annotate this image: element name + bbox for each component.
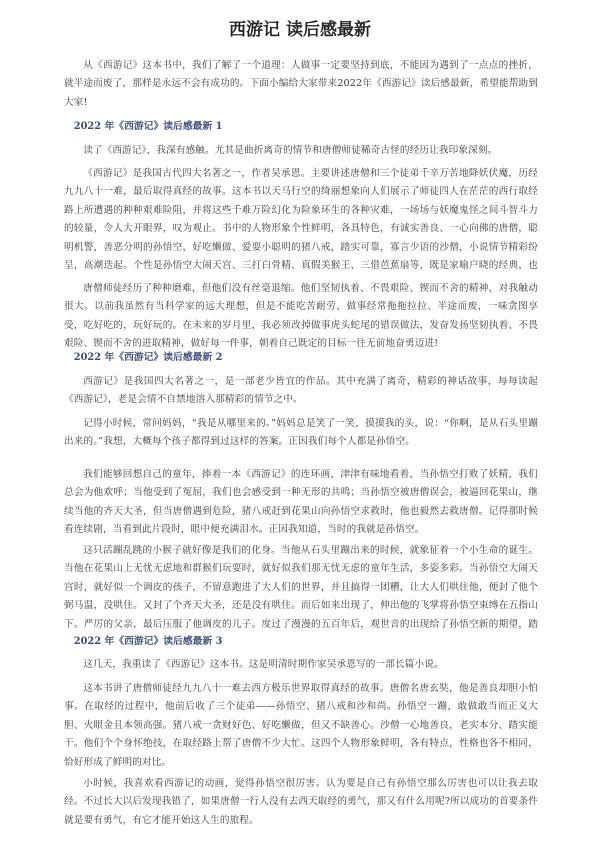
section-1-paragraph: 《西游记》是我国古代四大名著之一，作者吴承恩。主要讲述唐僧和三个徒弟千辛万苦地降妖伏魔，历经九九八十一难，最后取得真经的故事。这本书以天马行空的绮丽想象向人们展示了师徒四人在茫茫的西行取经路上所遭遇的种种艰难险阻，并将这些千难万险幻化为险象环生的各种灾难，一场场与妖魔鬼怪之间斗智斗力的较量，令人大开眼界，叹为观止。书中的人物形象个性鲜明，各具特色，有诚实善良、一心向佛的唐僧，聪明机警，善恶分明的孙悟空，好吃懒做、爱耍小聪明的猪八戒，踏实可靠，寡言少语的沙僧，小说情节精彩纷呈，高潮迭起。个性是孙悟空大闹天宫、三打白骨精、真假美猴王、三借芭蕉扇等，既是家喻户晓的经典，也 [64,168,538,272]
section-2-paragraph: 这只活蹦乱跳的小猴子就好像是我们的化身。当他从石头里蹦出来的时候，就象征着一个小生命的诞生。当他在花果山上无忧无虑地和群猴们玩耍时，就好似我们那无忧无虑的童年生活，多姿多彩。当孙悟空大闹天宫时，就好似一个调皮的孩子，不留意跑进了大人们的世界，并且搞得一团糟，让大人们哄住他，便封了他个弼马温，没哄住。又封了个齐天大圣，还是没有哄住。而后如来出现了，伸出他的飞掌将孙悟空束缚在五指山下。严厉的父亲，最后压服了他调皮的儿子。度过了漫漫的五百年后，观世音的出现给了孙悟空新的期望，踏 [64,545,538,630]
section-3-paragraph: 这几天，我重读了《西游记》这本书。这是明清时期作家吴承恩写的一部长篇小说。 [83,659,444,670]
section-2-paragraph: 记得小时候，常问妈妈，“我是从哪里来的。”妈妈总是笑了一笑，摸摸我的头，说：“你啊，是从石头里蹦出来的。”我想，大概每个孩子都得到过这样的答案。正因我们每个人都是孙悟空。 [64,418,538,448]
section-heading-1: 2022 年《西游记》读后感最新 1 [73,121,223,132]
section-1-paragraph: 读了《西游记》，我深有感触。尤其是曲折离奇的情节和唐僧师徒稀奇古怪的经历让我印象深刻。 [83,145,498,156]
document-title: 西游记 读后感最新 [229,20,371,40]
intro-paragraph: 从《西游记》这本书中，我们了解了一个道理：人做事一定要坚持到底，不能因为遇到了一点点的挫折，就半途而废了，那样是永远不会有成功的。下面小编给大家带来2022年《西游记》读后感最新，希望能帮助到大家! [64,60,538,108]
section-3-paragraph: 这本书讲了唐僧师徒经九九八十一难去西方极乐世界取得真经的故事。唐僧名唐玄奘，他是善良却胆小怕事。在取经的过程中，他前后收了三个徒弟——孙悟空、猪八戒和沙和尚。孙悟空一蹦，敢做敢当而正义大胆、火眼金且本领高强。猪八戒一贪财好色、好吃懒做，但又不缺善心。沙僧一心地善良，老实本分、踏实能干。他们个个身怀绝技，在取经路上帮了唐僧不少大忙。这四个人物形象鲜明，各有特点，性格也各不相同，恰好形成了鲜明的对比。 [64,683,538,768]
section-heading-3: 2022 年《西游记》读后感最新 3 [73,636,223,647]
section-2-paragraph: 西游记》是我国四大名著之一，是一部老少皆宜的作品。其中充满了离奇，精彩的神话故事，每每读起《西游记》，老是会情不自禁地溶入那精彩的情节之中。 [64,376,538,406]
section-3-paragraph: 小时候，我喜欢看西游记的动画，觉得孙悟空很厉害。认为要是自己有孙悟空那么厉害也可以让我去取经。不过长大以后发现我错了，如果唐僧一行人没有去西天取经的勇气，那又有什么用呢?所以成功的首要条件就是要有勇气，有它才能开始这人生的旅程。 [64,778,538,826]
section-1-paragraph: 唐僧师徒经历了种种磨难，但他们没有丝毫退缩。他们坚韧执着、不畏艰险、锲而不舍的精神，对我触动很大。以前我虽然有当科学家的远大理想，但是不能吃苦耐劳，做事经常拖拖拉拉、半途而废，一味贪图享受，吃好吃的，玩好玩的。在未来的岁月里，我必须改掉做事虎头蛇尾的错误做法，发奋发扬坚韧执着、不畏艰险、锲而不舍的进取精神，做好每一件事，朝着自己既定的目标一往无前地奋勇迈进! [64,283,538,350]
section-2-paragraph: 我们能够回想自己的童年，捧着一本《西游记》的连环画，津津有味地看着，当孙悟空打败了妖精，我们总会为他欢呼；当他受到了冤屈，我们也会感受到一种无形的共鸣；当孙悟空被唐僧误会，被逼回花果山，继续当他的齐天大圣，但当唐僧遇到危险，猪八戒赶到花果山向孙悟空求救时，他也毅然去救唐僧。记得那时候看连续剧，当看到此片段时，眼中便充满泪水。正因我知道，当时的我就是孙悟空。 [64,469,538,536]
section-heading-2: 2022 年《西游记》读后感最新 2 [73,352,223,363]
